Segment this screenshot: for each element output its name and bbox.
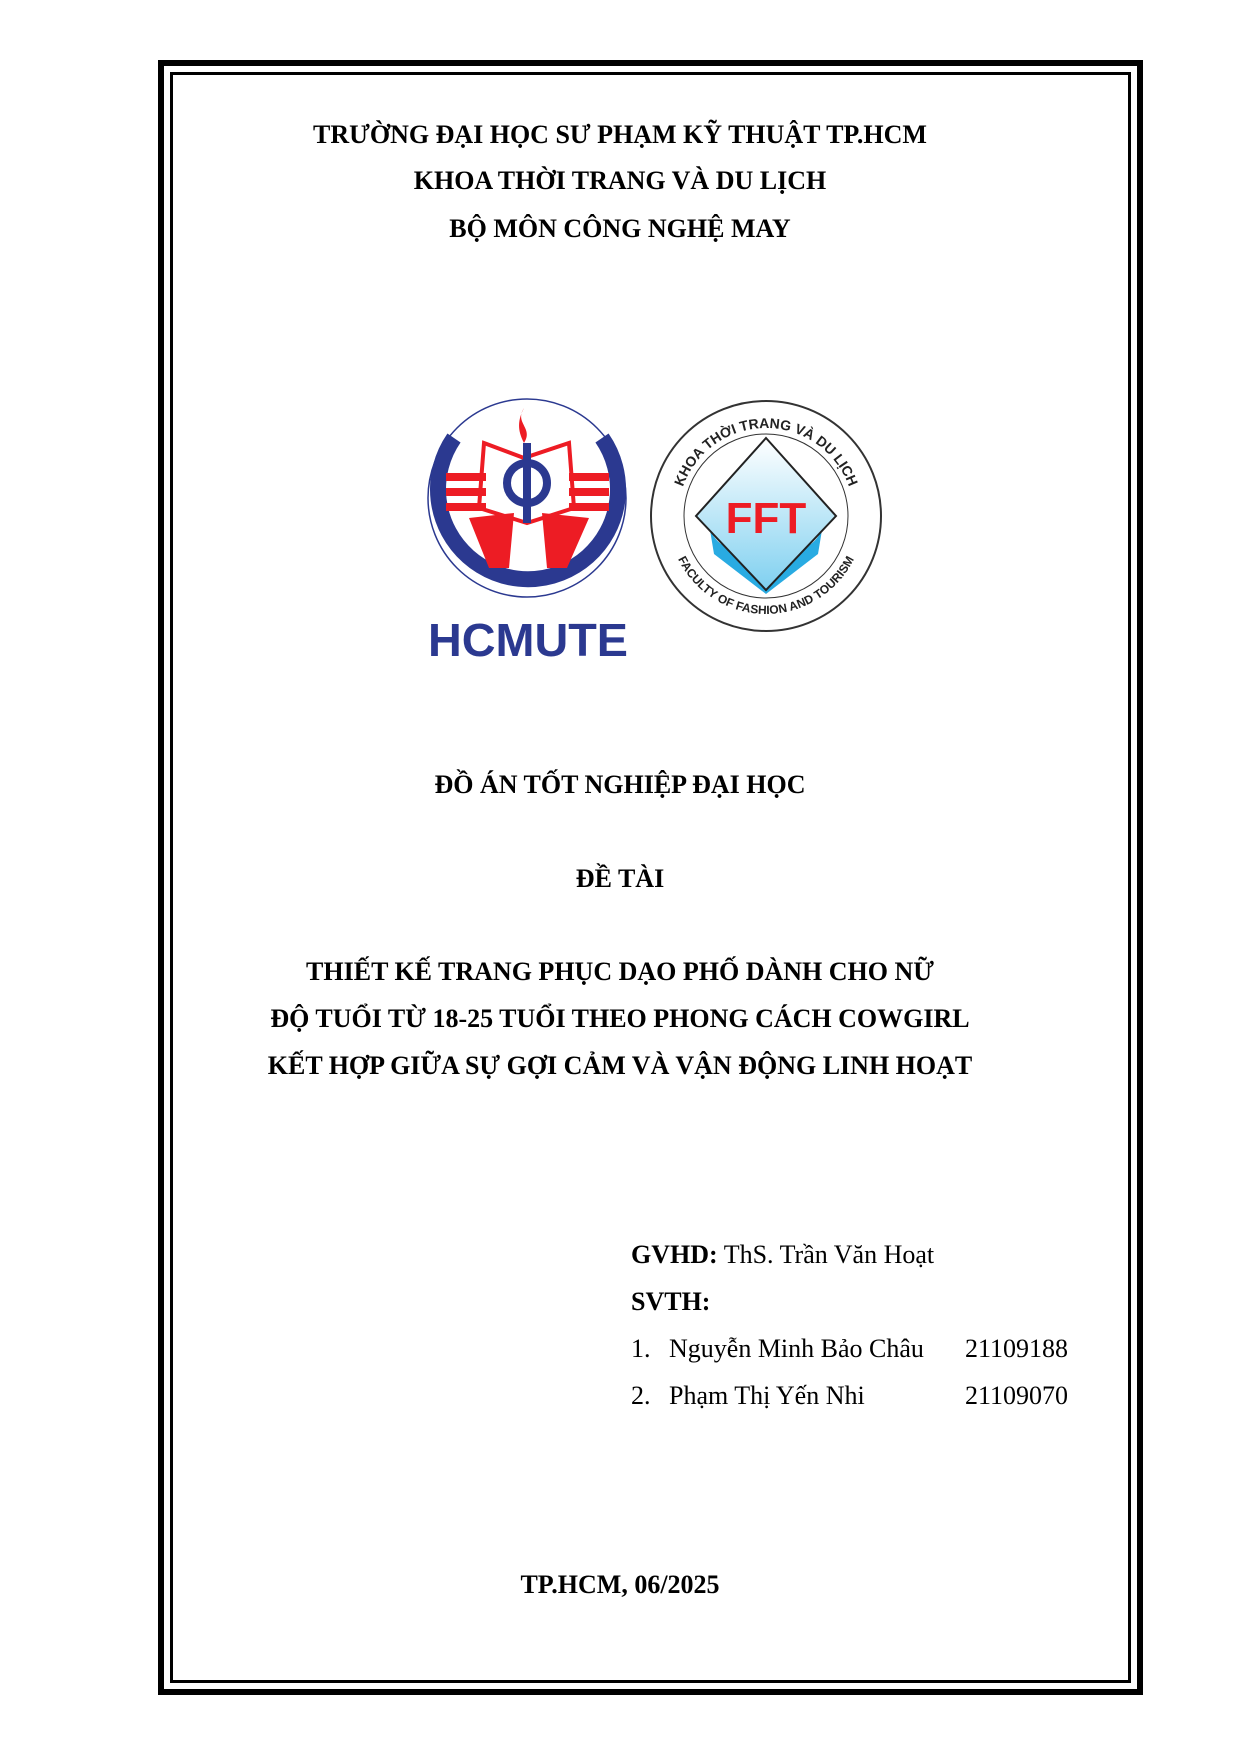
student-id: 21109188 [965, 1334, 1069, 1363]
student-number: 2. [631, 1381, 651, 1410]
student-number: 1. [631, 1334, 651, 1363]
topic-title-line-1: THIẾT KẾ TRANG PHỤC DẠO PHỐ DÀNH CHO NỮ [306, 957, 934, 986]
student-name: Nguyễn Minh Bảo Châu [669, 1334, 924, 1363]
fft-seal-bottom-text: FACULTY OF FASHION AND TOURISM [675, 553, 857, 618]
student-name: Phạm Thị Yến Nhi [669, 1381, 865, 1410]
fft-logo [648, 398, 884, 634]
faculty-name: KHOA THỜI TRANG VÀ DU LỊCH [413, 166, 827, 195]
advisor-name: ThS. Trần Văn Hoạt [723, 1240, 935, 1269]
hcmute-logo-text: HCMUTE [428, 614, 628, 662]
advisor-label: GVHD: [631, 1240, 718, 1269]
topic-title-line-2: ĐỘ TUỔI TỪ 18-25 TUỔI THEO PHONG CÁCH COWGIRL [270, 1004, 970, 1033]
fft-seal-top-text: KHOA THỜI TRANG VÀ DU LỊCH [670, 414, 862, 489]
students-label: SVTH: [631, 1287, 711, 1316]
department-name: BỘ MÔN CÔNG NGHỆ MAY [449, 214, 791, 243]
hcmute-logo [424, 398, 634, 662]
place-date: TP.HCM, 06/2025 [520, 1570, 720, 1599]
advisor-row [631, 1240, 934, 1270]
student-id: 21109070 [965, 1381, 1069, 1410]
fft-logo-text: FFT [725, 494, 807, 543]
topic-title-line-3: KẾT HỢP GIỮA SỰ GỢI CẢM VÀ VẬN ĐỘNG LINH HOẠT [267, 1051, 973, 1080]
topic-label: ĐỀ TÀI [575, 864, 665, 893]
university-name: TRƯỜNG ĐẠI HỌC SƯ PHẠM KỸ THUẬT TP.HCM [313, 120, 927, 149]
document-type: ĐỒ ÁN TỐT NGHIỆP ĐẠI HỌC [434, 770, 806, 799]
